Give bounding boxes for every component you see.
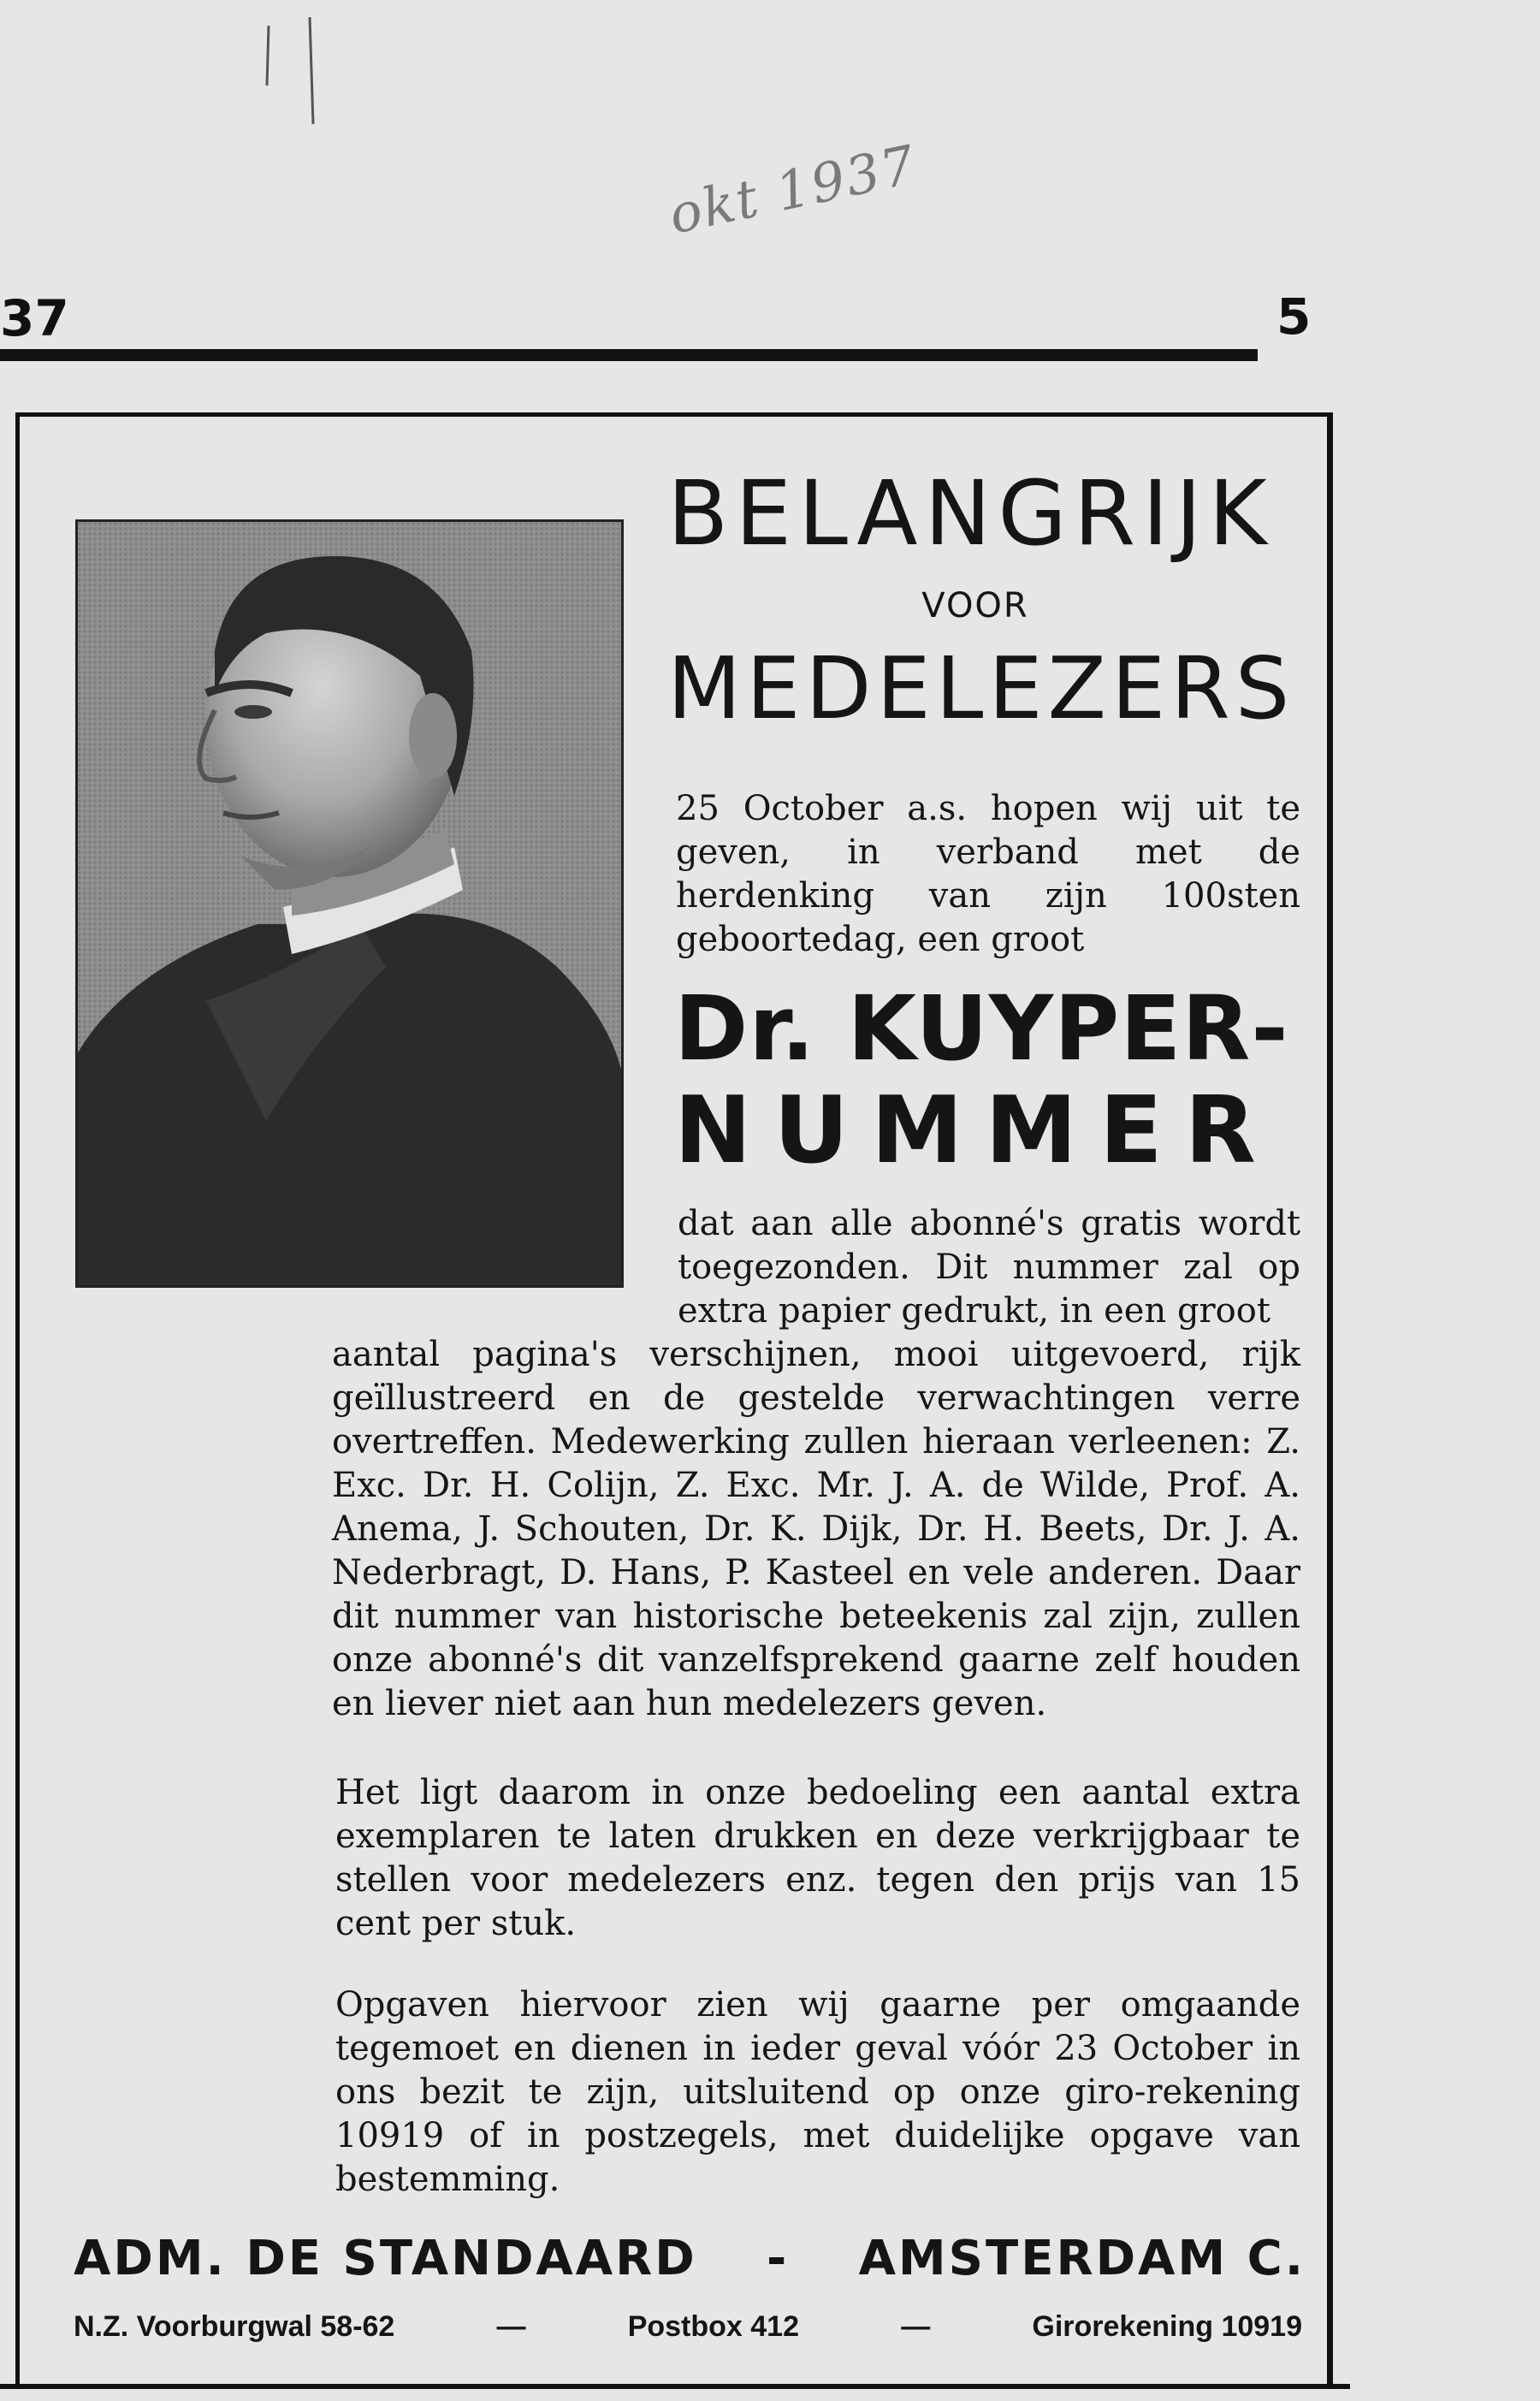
footer-address-line [74, 2312, 1302, 2341]
giro-account: Girorekening 10919 [1032, 2310, 1302, 2343]
left-page-number: 37 [0, 289, 69, 347]
intro-paragraph: 25 October a.s. hopen wij uit te geven, in verband met de herdenking van zijn 100sten geboortedag, een groot [676, 789, 1300, 959]
orders-paragraph: Opgaven hiervoor zien wij gaarne per omgaande tegemoet en dienen in ieder geval vóór 23 October in ons bezit te zijn, uitsluitend op onze giro-rekening 10919 of in postzegels, met duidelijke opgave van bestemming. [335, 1985, 1300, 2199]
body-paragraph-part1: dat aan alle abonné's gratis wordt toegezonden. Dit nummer zal op extra papier gedrukt, in een groot [678, 1204, 1300, 1331]
pencil-marks [257, 17, 325, 128]
headline-medelezers: MEDELEZERS [667, 638, 1295, 738]
handwritten-date-note: okt 1937 [663, 133, 922, 246]
publisher-name: ADM. DE STANDAARD [74, 2231, 697, 2286]
extra-copies-paragraph: Het ligt daarom in onze bedoeling een aantal extra exemplaren te laten drukken en deze verkrijgbaar te stellen voor medelezers enz. tegen den prijs van 15 cent per stuk. [335, 1773, 1300, 1943]
address-dash-1: — [496, 2310, 526, 2343]
publisher-separator: - [767, 2231, 790, 2286]
body-paragraph-part2: aantal pagina's verschijnen, mooi uitgevoerd, rijk geïllustreerd en de gestelde verwachtingen verre overtreffen. Medewerking zullen hieraan verleenen: Z. Exc. Dr. H. Colijn, Z. Exc. Mr. J. A. de Wilde, Prof. A. Anema, J. Schouten, Dr. K. Dijk, Dr. H. Beets, Dr. J. A. Nederbragt, D. Hans, P. Kasteel en vele anderen. Daar dit nummer van historische beteekenis zal zijn, zullen onze abonné's dit vanzelfsprekend gaarne zelf houden en liever niet aan hun medelezers geven. [332, 1335, 1300, 1723]
portrait-photo [75, 519, 624, 1288]
title-nummer: NUMMER [674, 1077, 1278, 1184]
address-dash-2: — [901, 2310, 931, 2343]
right-page-number: 5 [1276, 288, 1312, 346]
footer-rule [0, 2384, 1350, 2389]
title-kuyper: Dr. KUYPER- [674, 976, 1289, 1081]
publisher-city: AMSTERDAM C. [858, 2231, 1306, 2286]
headline-belangrijk: BELANGRIJK [667, 461, 1274, 566]
headline-voor: VOOR [921, 586, 1029, 625]
header-rule [0, 349, 1258, 361]
address: N.Z. Voorburgwal 58-62 [74, 2310, 395, 2343]
footer-publisher-line [74, 2231, 1306, 2286]
postbox: Postbox 412 [627, 2310, 800, 2343]
